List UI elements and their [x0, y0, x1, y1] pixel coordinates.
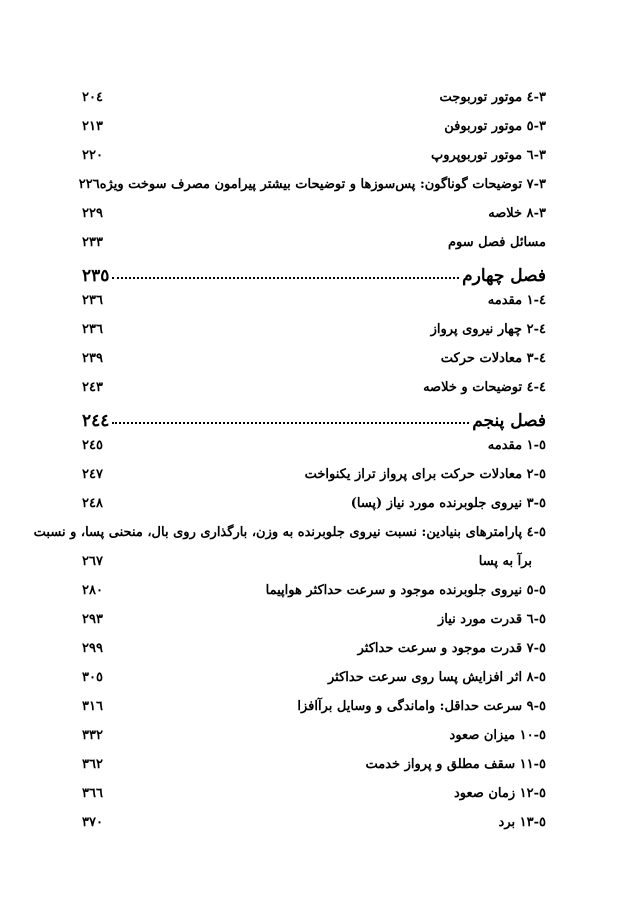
toc-entry-title: ٥-٦ قدرت مورد نیاز [437, 612, 546, 627]
toc-entry-title: ٥-٤ پارامترهای بنیادین: نسبت نیروی جلوبرنده به وزن، بارگذاری روی بال، منحنی پسا، و نسبت [33, 525, 546, 540]
toc-entry-page: ٢٤٨ [82, 496, 103, 511]
toc-entry-page: ٣١٦ [82, 699, 103, 714]
toc-entry[interactable] [82, 460, 546, 489]
toc-entry[interactable] [82, 489, 546, 518]
toc-entry-title: ٥-١٢ زمان صعود [454, 786, 546, 801]
chapter-title: فصل چهارم [462, 266, 546, 286]
toc-entry-page: ٢٣٩ [82, 351, 103, 366]
toc-entry-page: ٢٤٧ [82, 467, 103, 482]
toc-entry-title: ٣-٥ موتور توربوفن [444, 119, 546, 134]
toc-entry[interactable] [82, 431, 546, 460]
toc-entry[interactable] [82, 83, 546, 112]
toc-entry-page: ٣٦٦ [82, 786, 103, 801]
toc-entry-page: ٢٢٩ [82, 206, 103, 221]
toc-entry[interactable] [82, 692, 546, 721]
toc-entry-title: ٤-٢ چهار نیروی پرواز [430, 322, 546, 337]
dot-leader [112, 277, 459, 279]
toc-entry[interactable] [82, 286, 546, 315]
toc-entry-page: ٢٢٠ [82, 148, 103, 163]
toc-entry-title: ٥-٧ قدرت موجود و سرعت حداکثر [357, 641, 546, 656]
toc-entry-page: ٣٧٠ [82, 815, 103, 830]
toc-entry-page: ٢٤٥ [82, 438, 103, 453]
toc-entry-title: ٥-٩ سرعت حداقل: واماندگی و وسایل برآافزا [297, 699, 546, 714]
dot-leader [112, 422, 469, 424]
toc-entry-title: ٥-٢ معادلات حرکت برای پرواز تراز یکنواخت [304, 467, 546, 482]
toc-entry-title-continued: برآ به پسا [478, 554, 532, 569]
toc-entry-page: ٢٩٩ [82, 641, 103, 656]
toc-entry-page: ٢٩٣ [82, 612, 103, 627]
toc-entry-page: ٢٠٤ [82, 90, 103, 105]
toc-entry-page: ٢٨٠ [82, 583, 103, 598]
toc-entry-page: ٢٣٣ [82, 235, 103, 250]
toc-entry[interactable] [82, 228, 546, 257]
chapter-heading[interactable] [82, 402, 546, 431]
toc-entry-title: ٣-٦ موتور توربوپروپ [431, 148, 546, 163]
toc-entry-title: ٤-٣ معادلات حرکت [440, 351, 546, 366]
toc-entry-title: ٥-١٠ میزان صعود [449, 728, 546, 743]
toc-entry-title: ٣-٤ موتور توربوجت [439, 90, 546, 105]
toc-entry[interactable] [82, 576, 546, 605]
toc-entry-title: ٥-٨ اثر افزایش پسا روی سرعت حداکثر [328, 670, 546, 685]
chapter-page: ٢٤٤ [82, 411, 110, 431]
toc-entry[interactable] [78, 170, 546, 199]
toc-entry-title: ٣-٧ توضیحات گوناگون: پس‌سوزها و توضیحات بیشتر پیرامون مصرف سوخت ویژه [99, 177, 546, 192]
toc-entry-title: ٤-٤ توضیحات و خلاصه [423, 380, 546, 395]
toc-entry-title: ٤-١ مقدمه [487, 293, 546, 308]
toc-entry-page: ٣٦٢ [82, 757, 103, 772]
toc-entry-page: ٢٦٧ [82, 554, 103, 569]
toc-entry-title: ٥-٣ نیروی جلوبرنده مورد نیاز (پسا) [350, 496, 546, 511]
toc-entry[interactable] [82, 808, 546, 837]
toc-entry-page: ٢١٣ [82, 119, 103, 134]
toc-entry[interactable] [82, 634, 546, 663]
toc-entry[interactable] [82, 199, 546, 228]
toc-entry[interactable] [82, 315, 546, 344]
toc-entry[interactable] [82, 373, 546, 402]
toc-entry-page: ٣٣٢ [82, 728, 103, 743]
toc-entry[interactable] [82, 344, 546, 373]
toc-entry[interactable] [82, 779, 546, 808]
toc-entry-title: ٥-١٣ برد [498, 815, 546, 830]
toc-entry[interactable] [82, 112, 546, 141]
toc-entry-title: ٥-٥ نیروی جلوبرنده موجود و سرعت حداکثر هواپیما [265, 583, 546, 598]
toc-entry-page: ٢٢٦ [78, 177, 100, 192]
toc-entry[interactable] [82, 605, 546, 634]
toc-entry-page: ٢٣٦ [82, 293, 103, 308]
toc-entry-title: ٥-١١ سقف مطلق و پرواز خدمت [365, 757, 546, 772]
toc-entry[interactable] [82, 721, 546, 750]
table-of-contents [33, 83, 546, 837]
chapter-page: ٢٣٥ [82, 266, 110, 286]
toc-entry-title: ٥-١ مقدمه [487, 438, 546, 453]
toc-entry-page: ٢٣٦ [82, 322, 103, 337]
toc-entry-page: ٢٤٣ [82, 380, 103, 395]
toc-entry-title: مسائل فصل سوم [447, 235, 546, 250]
toc-entry[interactable] [82, 141, 546, 170]
chapter-heading[interactable] [82, 257, 546, 286]
toc-entry[interactable] [82, 750, 546, 779]
chapter-title: فصل پنجم [472, 411, 546, 431]
toc-entry-page: ٣٠٥ [82, 670, 103, 685]
toc-entry[interactable] [82, 663, 546, 692]
toc-entry-multiline[interactable] [33, 518, 546, 576]
toc-entry-title: ٣-٨ خلاصه [488, 206, 546, 221]
